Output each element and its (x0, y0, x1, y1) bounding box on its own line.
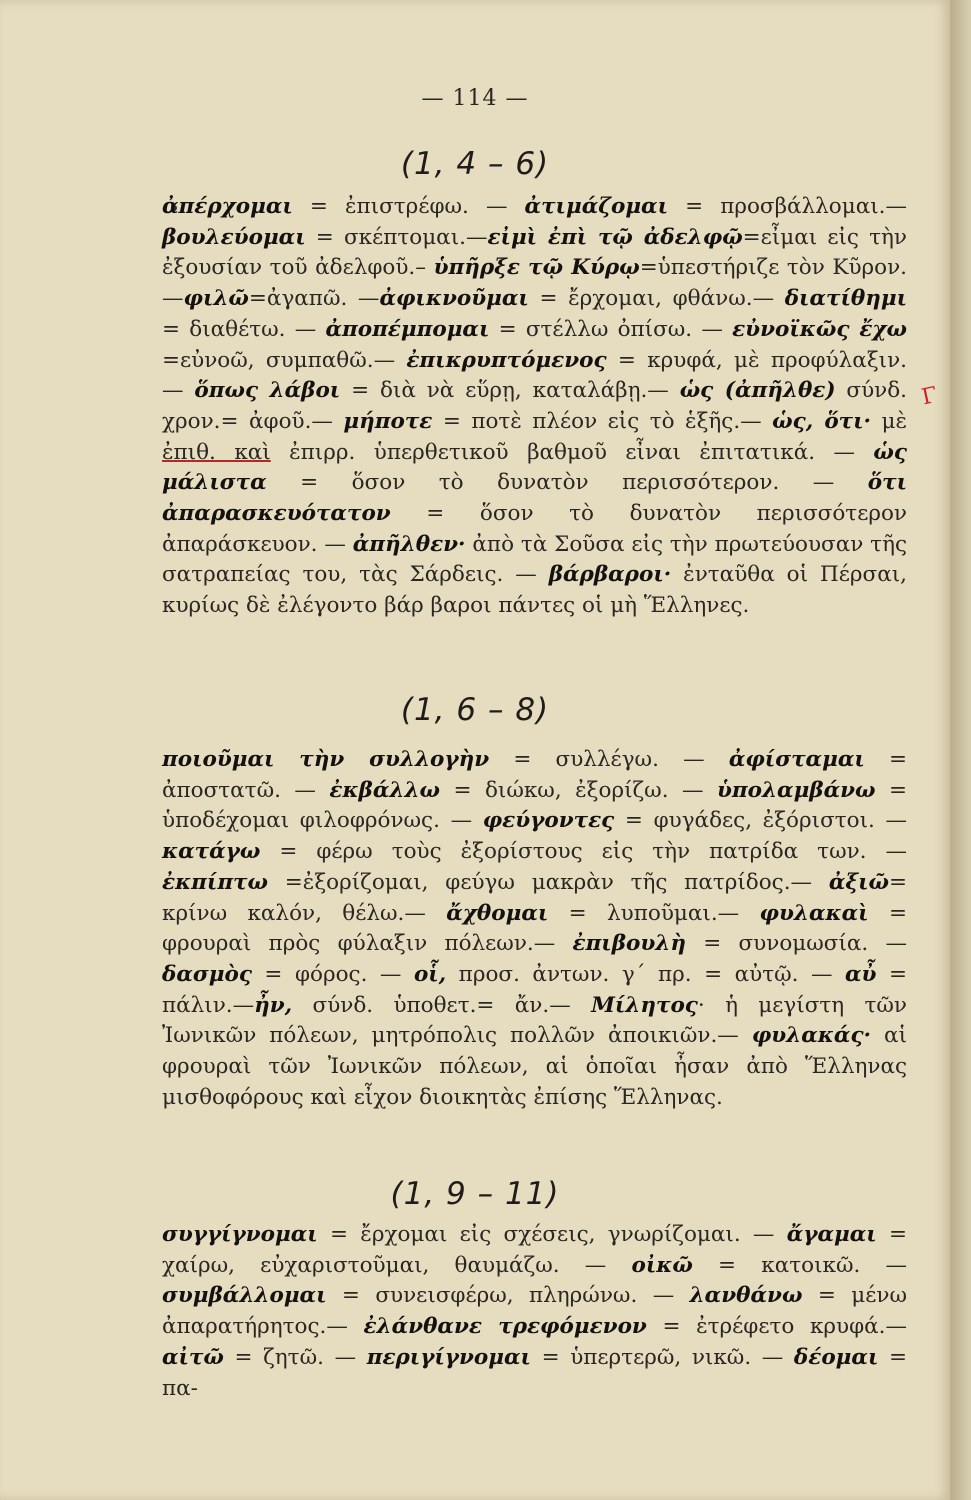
lemma-term: συμβάλλομαι (162, 1283, 327, 1309)
lemma-term: ὑπολαμβάνω (716, 777, 876, 803)
lemma-term: ἀφικνοῦμαι (379, 286, 529, 312)
lemma-term: ἐκπίπτω (162, 869, 268, 895)
lemma-term: ἀπέρχομαι (162, 194, 293, 219)
lemma-term: συγγίγνομαι (162, 1222, 318, 1247)
lemma-term: λανθάνω (689, 1283, 803, 1309)
lemma-term: αὖ (845, 961, 877, 987)
lemma-term: ὅτι ἀπαρασκευότατον (162, 470, 907, 527)
lemma-term: φεύγοντες (482, 808, 615, 834)
lemma-term: εὐνοϊκῶς ἔχω (732, 316, 907, 342)
lemma-term: ἀπῆλθεν· (352, 531, 466, 557)
lemma-term: ἀξιῶ (828, 869, 889, 895)
margin-mark: Γ (919, 382, 940, 411)
lemma-term: ἐλάνθανε τρεφόμενον (363, 1314, 647, 1340)
lemma-term: βάρβαροι· (548, 562, 672, 588)
lemma-term: ἄχθομαι (446, 900, 549, 926)
lemma-term: ἀποπέμπομαι (325, 316, 490, 342)
lemma-term: αἰτῶ (162, 1344, 224, 1370)
lemma-term: ἀτιμάζομαι (524, 194, 669, 219)
lemma-term: ἐπιβουλὴ (572, 931, 686, 957)
lemma-term: μήποτε (343, 408, 433, 434)
lemma-term: φυλακάς· (751, 1023, 872, 1049)
underlined-text: ἐπιθ. καὶ (162, 439, 271, 465)
section-heading-1: (1, 4 – 6) (400, 146, 550, 182)
lemma-term: ἦν, (254, 992, 293, 1018)
lemma-term: φιλῶ (183, 286, 249, 312)
lemma-term: Μίλητος (591, 992, 698, 1018)
lemma-term: δασμὸς (162, 961, 252, 987)
page-edge (950, 0, 971, 1500)
lemma-term: ὑπῆρξε τῷ Κύρῳ (433, 255, 640, 281)
lemma-term: ποιοῦμαι τὴν συλλογὴν (162, 747, 490, 772)
lemma-term: ὡς (ἀπῆλθε) (679, 378, 836, 404)
lemma-term: ἐκβάλλω (329, 777, 441, 803)
lemma-term: περιγίγνομαι (366, 1344, 531, 1370)
page-number: — 114 — (421, 86, 529, 111)
lemma-term: κατάγω (162, 839, 261, 865)
lemma-term: οἰκῶ (631, 1252, 693, 1278)
lemma-term: ὅπως λάβοι (194, 378, 341, 404)
lemma-term: ὡς, ὅτι· (772, 408, 872, 434)
section-paragraph-1: ἀπέρχομαι = ἐπιστρέφω. — ἀτιμάζομαι = προσβάλλομαι.— βουλεύομαι = σκέπτομαι.—εἰμὶ ἐπὶ τῷ ἀδελφῷ=εἶμαι εἰς τὴν ἐξουσίαν τοῦ ἀδελφοῦ.– ὑπῆρξε τῷ Κύρῳ=ὑπεστήριζε τὸν Κῦρον. —φιλῶ=ἀγαπῶ. —ἀφικνοῦμαι = ἔρχομαι, φθάνω.— διατίθημι = διαθέτω. — ἀποπέμπομαι = στέλλω ὀπίσω. — εὐνοϊκῶς ἔχω =εὐνοῶ, συμπαθῶ.— ἐπικρυπτόμενος = κρυφά, μὲ προφύλαξιν. — ὅπως λάβοι = διὰ νὰ εὕρῃ, καταλάβῃ.— ὡς (ἀπῆλθε) σύνδ. χρον.= ἀφοῦ.— μήποτε = ποτὲ πλέον εἰς τὸ ἑξῆς.— ὡς, ὅτι· μὲ ἐπιθ. καὶ ἐπιρρ. ὑπερθετικοῦ βαθμοῦ εἶναι ἐπιτατικά. — ὡς μάλιστα = ὅσον τὸ δυνατὸν περισσότερον. — ὅτι ἀπαρασκευότατον = ὅσον τὸ δυνατὸν περισσότερον ἀπαράσκευον. — ἀπῆλθεν· ἀπὸ τὰ Σοῦσα εἰς τὴν πρωτεύουσαν τῆς σατραπείας του, τὰς Σάρδεις. — βάρβαροι· ἐνταῦθα οἱ Πέρσαι, κυρίως δὲ ἐλέγοντο βάρ βαροι πάντες οἱ μὴ Ἕλληνες. (162, 194, 908, 619)
section-heading-2: (1, 6 – 8) (400, 692, 550, 728)
lemma-term: ἐπικρυπτόμενος (406, 347, 607, 373)
section-paragraph-3: συγγίγνομαι = ἔρχομαι εἰς σχέσεις, γνωρίζομαι. — ἄγαμαι = χαίρω, εὐχαριστοῦμαι, θαυμάζω. — οἰκῶ = κατοικῶ. — συμβάλλομαι = συνεισφέρω, πληρώνω. — λανθάνω = μένω ἀπαρατήρητος.— ἐλάνθανε τρεφόμενον = ἐτρέφετο κρυφά.— αἰτῶ = ζητῶ. — περιγίγνομαι = ὑπερτερῶ, νικῶ. — δέομαι = πα- (162, 1222, 908, 1401)
lemma-term: διατίθημι (784, 286, 907, 312)
lemma-term: δέομαι (793, 1344, 879, 1370)
lemma-term: ἀφίσταμαι (728, 747, 865, 772)
lemma-term: οἷ, (413, 961, 447, 987)
lemma-term: φυλακαὶ (759, 900, 869, 926)
section-heading-3: (1, 9 – 11) (390, 1176, 560, 1212)
section-paragraph-2: ποιοῦμαι τὴν συλλογὴν = συλλέγω. — ἀφίσταμαι = ἀποστατῶ. — ἐκβάλλω = διώκω, ἐξορίζω. — ὑπολαμβάνω = ὑποδέχομαι φιλοφρόνως. — φεύγοντες = φυγάδες, ἐξόριστοι. — κατάγω = φέρω τοὺς ἐξορίστους εἰς τὴν πατρίδα των. — ἐκπίπτω =ἐξορίζομαι, φεύγω μακρὰν τῆς πατρίδος.— ἀξιῶ= κρίνω καλόν, θέλω.— ἄχθομαι = λυποῦμαι.— φυλακαὶ = φρουραὶ πρὸς φύλαξιν πόλεων.— ἐπιβουλὴ = συνομωσία. — δασμὸς = φόρος. — οἷ, προσ. ἀντων. γ΄ πρ. = αὐτῷ. — αὖ = πάλιν.—ἦν, σύνδ. ὑποθετ.= ἄν.— Μίλητος· ἡ μεγίστη τῶν Ἰωνικῶν πόλεων, μητρόπολις πολλῶν ἀποικιῶν.— φυλακάς· αἱ φρουραὶ τῶν Ἰωνικῶν πόλεων, αἱ ὁποῖαι ἦσαν ἀπὸ Ἕλληνας μισθοφόρους καὶ εἶχον διοικητὰς ἐπίσης Ἕλληνας. (162, 747, 908, 1110)
lemma-term: εἰμὶ ἐπὶ τῷ ἀδελφῷ (487, 224, 743, 250)
lemma-term: ὡς μάλιστα (162, 439, 907, 496)
lemma-term: ἄγαμαι (786, 1222, 877, 1247)
lemma-term: βουλεύομαι (162, 224, 306, 250)
